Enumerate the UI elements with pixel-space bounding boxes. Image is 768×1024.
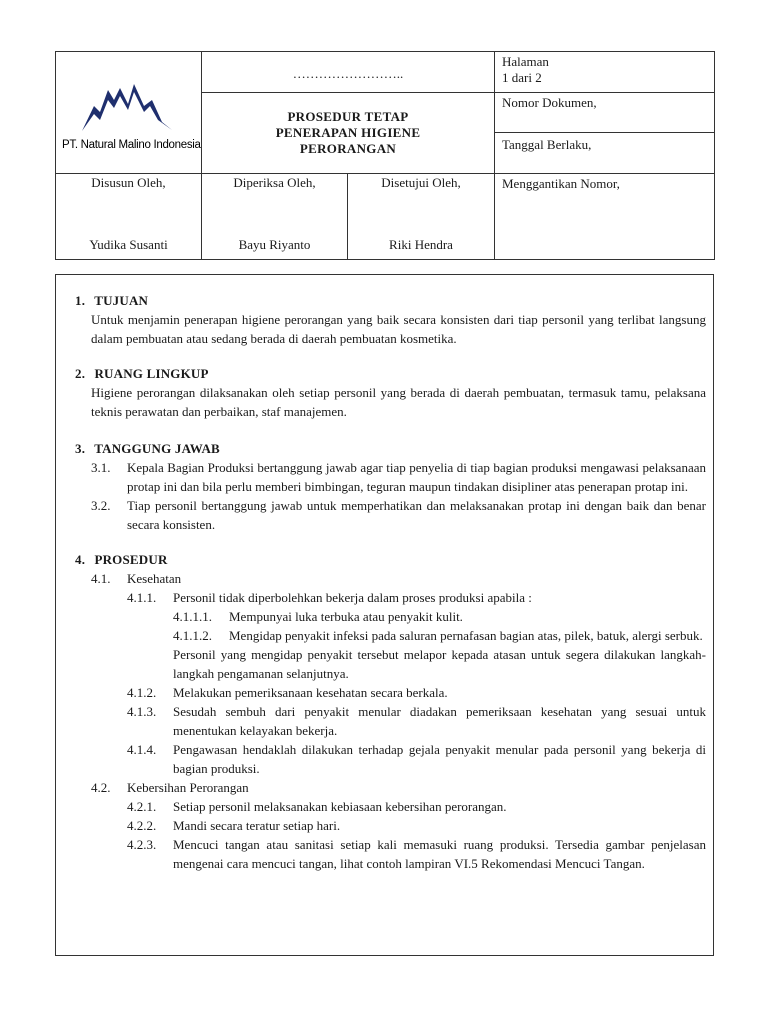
- item-text: Mencuci tangan atau sanitasi setiap kali memasuki ruang produksi. Tersedia gambar penjelasan mengenai cara mencuci tangan, lihat contoh lampiran VI.5 Rekomendasi Mencuci Tangan.: [173, 837, 706, 871]
- document-body: [55, 274, 714, 956]
- item-text: Sesudah sembuh dari penyakit menular diadakan pemeriksaan kesehatan yang sesuai untuk menentukan kelayakan bekerja.: [173, 704, 706, 738]
- note-text: Personil yang mengidap penyakit tersebut melapor kepada atasan untuk segera dilakukan langkah-langkah pengamanan selanjutnya.: [173, 647, 706, 681]
- document-content: [75, 291, 706, 873]
- document-title-line-1: PROSEDUR TETAP: [287, 109, 409, 124]
- item-number: 4.1.1.: [127, 590, 157, 605]
- diperiksa-cell: [202, 174, 348, 260]
- list-item: [75, 458, 706, 496]
- list-item: [75, 496, 706, 534]
- list-item: [75, 702, 706, 740]
- section-title-text: PROSEDUR: [94, 552, 168, 567]
- list-item: [75, 607, 706, 626]
- diperiksa-label: Diperiksa Oleh,: [233, 175, 316, 190]
- section-text-ruang-lingkup: Higiene perorangan dilaksanakan oleh setiap personil yang berada di daerah pembuatan, termasuk tamu, pelaksana teknis perawatan dan perbaikan, staf manajemen.: [91, 385, 706, 419]
- item-number: 4.1.3.: [127, 704, 157, 719]
- item-number: 3.1.: [91, 460, 111, 475]
- menggantikan-label: Menggantikan Nomor,: [502, 176, 620, 191]
- document-title-line-3: PERORANGAN: [299, 141, 397, 156]
- nomor-dokumen-cell: [495, 93, 715, 133]
- company-name: PT. Natural Malino Indonesia: [62, 139, 201, 151]
- item-number: 4.1.2.: [127, 685, 157, 700]
- section-title-tanggung-jawab: [75, 439, 706, 458]
- disusun-label: Disusun Oleh,: [91, 175, 166, 190]
- mountain-logo-icon: [62, 76, 197, 136]
- section-title-text: TANGGUNG JAWAB: [94, 441, 220, 456]
- company-logo-cell: [56, 52, 202, 174]
- section-title-ruang-lingkup: [75, 364, 706, 383]
- page-info-cell: [495, 52, 715, 93]
- list-item: [75, 683, 706, 702]
- section-number: 2.: [75, 366, 86, 381]
- section-title-text: TUJUAN: [94, 293, 149, 308]
- item-text: Pengawasan hendaklah dilakukan terhadap gejala penyakit menular pada personil yang bekerja di bagian produksi.: [173, 742, 706, 776]
- document-title-line-2: PENERAPAN HIGIENE: [275, 125, 421, 140]
- item-text: Mempunyai luka terbuka atau penyakit kulit.: [229, 609, 463, 624]
- item-number: 4.1.1.1.: [173, 609, 212, 624]
- item-number: 4.1.: [91, 571, 111, 586]
- document-code-placeholder: ……………………..: [202, 52, 495, 93]
- item-text: Kepala Bagian Produksi bertanggung jawab agar tiap penyelia di tiap bagian produksi mengawasi pelaksanaan protap ini dan bila perlu memberi bimbingan, teguran maupun tindakan disipliner atas penerapan protap ini.: [127, 460, 706, 494]
- item-text: Setiap personil melaksanakan kebiasaan kebersihan perorangan.: [173, 799, 507, 814]
- tanggal-berlaku-cell: [495, 133, 715, 174]
- list-item: [75, 816, 706, 835]
- section-title-tujuan: [75, 291, 706, 310]
- item-number: 4.1.4.: [127, 742, 157, 757]
- document-header-table: [55, 51, 715, 260]
- disusun-cell: [56, 174, 202, 260]
- section-number: 1.: [75, 293, 86, 308]
- item-number: 3.2.: [91, 498, 111, 513]
- tanggal-berlaku-label: Tanggal Berlaku,: [502, 137, 592, 152]
- item-number: 4.2.1.: [127, 799, 157, 814]
- list-item: [75, 626, 706, 645]
- halaman-value: 1 dari 2: [502, 70, 542, 85]
- nomor-dokumen-label: Nomor Dokumen,: [502, 95, 597, 110]
- item-text: Tiap personil bertanggung jawab untuk memperhatikan dan melaksanakan protap ini dengan baik dan benar secara konsisten.: [127, 498, 706, 532]
- section-number: 3.: [75, 441, 86, 456]
- section-title-text: RUANG LINGKUP: [94, 366, 209, 381]
- list-item: [75, 797, 706, 816]
- disusun-name: Yudika Susanti: [89, 237, 168, 252]
- document-title-cell: [202, 93, 495, 174]
- disetujui-label: Disetujui Oleh,: [381, 175, 461, 190]
- section-number: 4.: [75, 552, 86, 567]
- section-title-prosedur: [75, 550, 706, 569]
- item-number: 4.2.3.: [127, 837, 157, 852]
- list-item: [75, 835, 706, 873]
- item-number: 4.2.2.: [127, 818, 157, 833]
- list-item: [75, 740, 706, 778]
- menggantikan-cell: [495, 174, 715, 260]
- list-item: [75, 569, 706, 588]
- company-logo: [62, 76, 201, 158]
- list-item: [75, 778, 706, 797]
- diperiksa-name: Bayu Riyanto: [238, 237, 311, 252]
- item-text: Kesehatan: [127, 571, 182, 586]
- item-text: Mengidap penyakit infeksi pada saluran pernafasan bagian atas, pilek, batuk, alergi serbuk.: [229, 628, 703, 643]
- disetujui-cell: [348, 174, 495, 260]
- section-text-tujuan: Untuk menjamin penerapan higiene perorangan yang baik secara konsisten dari tiap personil yang terlibat langsung dalam pembuatan atau sedang berada di daerah pembuatan kosmetika.: [91, 312, 706, 346]
- list-item: [75, 588, 706, 607]
- item-text: Kebersihan Perorangan: [127, 780, 249, 795]
- item-number: 4.2.: [91, 780, 111, 795]
- disetujui-name: Riki Hendra: [389, 237, 453, 252]
- item-number: 4.1.1.2.: [173, 628, 212, 643]
- item-text: Personil tidak diperbolehkan bekerja dalam proses produksi apabila :: [173, 590, 532, 605]
- item-text: Mandi secara teratur setiap hari.: [173, 818, 341, 833]
- halaman-label: Halaman: [502, 54, 549, 69]
- item-text: Melakukan pemeriksanaan kesehatan secara berkala.: [173, 685, 448, 700]
